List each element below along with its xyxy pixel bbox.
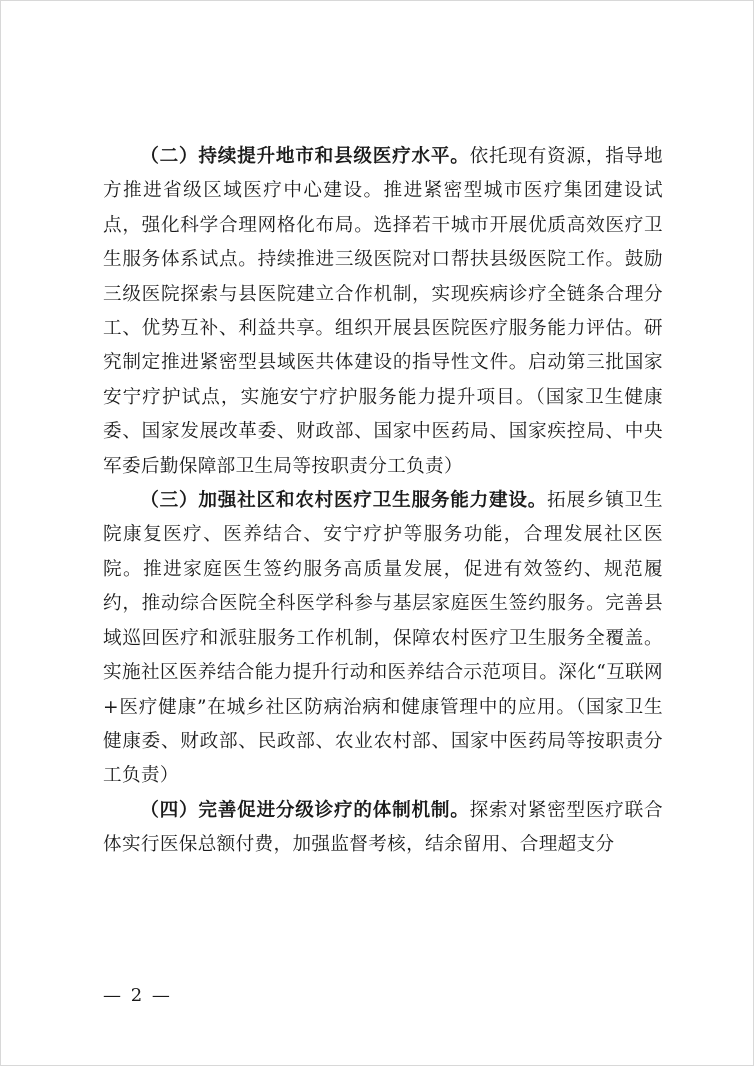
document-body [103,140,663,863]
paragraph-3 [103,484,663,794]
paragraph-text: 探索对紧密型医疗联合体实行医保总额付费，加强监督考核，结余留用、合理超支分 [103,799,663,856]
page-number: — 2 — [103,985,172,1006]
paragraph-2 [103,140,663,484]
paragraph-heading: （四）完善促进分级诊疗的体制机制。 [140,799,470,821]
paragraph-heading: （二）持续提升地市和县级医疗水平。 [140,146,470,167]
paragraph-heading: （三）加强社区和农村医疗卫生服务能力建设。 [140,490,548,512]
paragraph-text: 拓展乡镇卫生院康复医疗、医养结合、安宁疗护等服务功能，合理发展社区医院。推进家庭医生签约服务高质量发展，促进有效签约、规范履约，推动综合医院全科医学科参与基层家庭医生签约服务。完善县域巡回医疗和派驻服务工作机制，保障农村医疗卫生服务全覆盖。实施社区医养结合能力提升行动和医养结合示范项目。深化“互联网+医疗健康”在城乡社区防病治病和健康管理中的应用。（国家卫生健康委、财政部、民政部、农业农村部、国家中医药局等按职责分工负责） [103,490,663,787]
paragraph-text: 依托现有资源，指导地方推进省级区域医疗中心建设。推进紧密型城市医疗集团建设试点，强化科学合理网格化布局。选择若干城市开展优质高效医疗卫生服务体系试点。持续推进三级医院对口帮扶县级医院工作。鼓励三级医院探索与县医院建立合作机制，实现疾病诊疗全链条合理分工、优势互补、利益共享。组织开展县医院医疗服务能力评估。研究制定推进紧密型县域医共体建设的指导性文件。启动第三批国家安宁疗护试点，实施安宁疗护服务能力提升项目。（国家卫生健康委、国家发展改革委、财政部、国家中医药局、国家疾控局、中央军委后勤保障部卫生局等按职责分工负责） [103,146,663,477]
paragraph-4 [103,794,663,863]
